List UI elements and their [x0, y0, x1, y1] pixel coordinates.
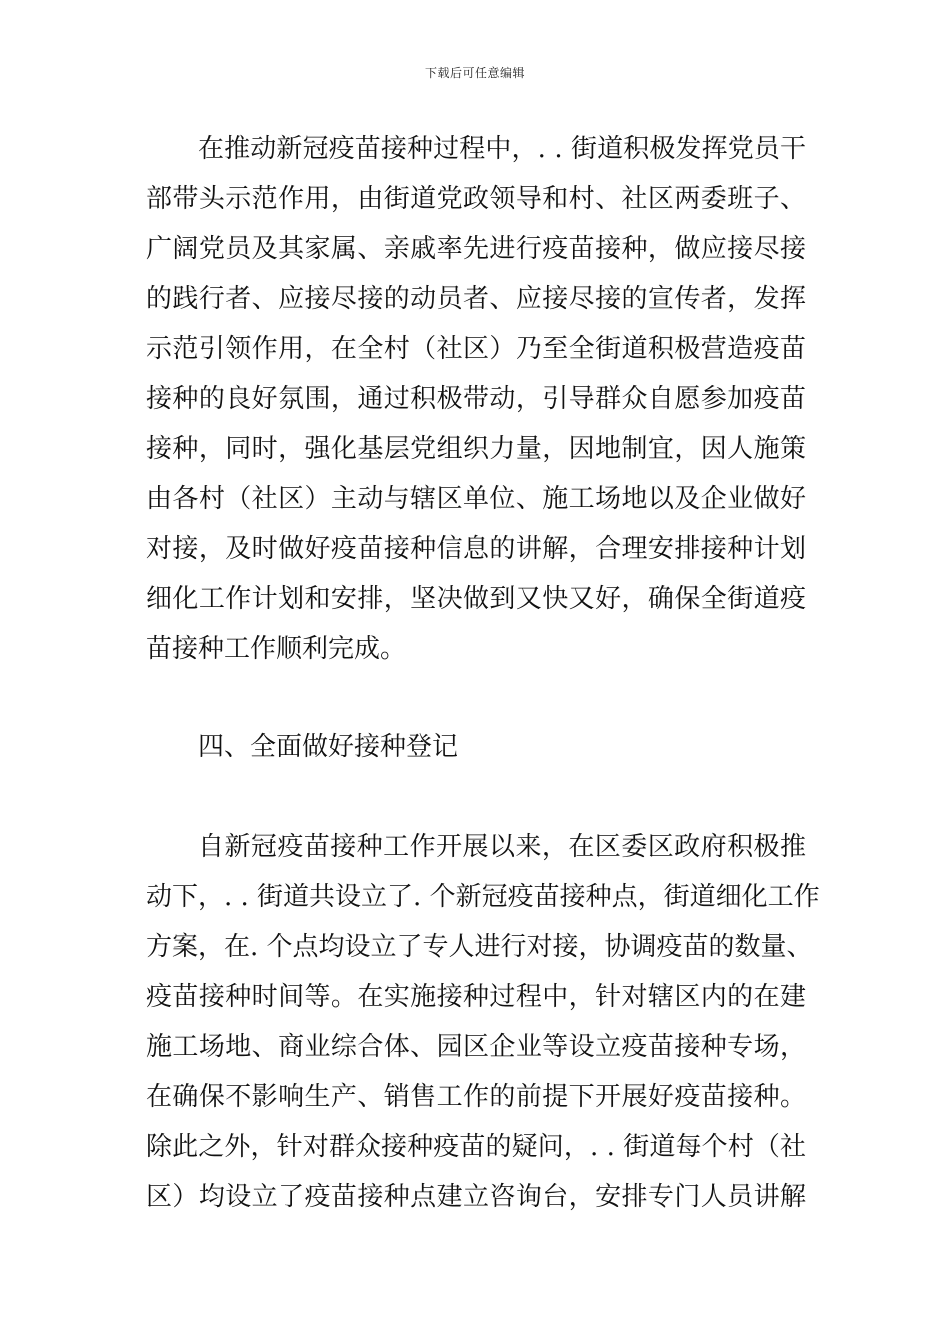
- paragraph-2-line-3: 方案，在. 个点均设立了专人进行对接，协调疫苗的数量、: [146, 932, 813, 962]
- paragraph-1-line-2: 部带头示范作用，由街道党政领导和村、社区两委班子、: [146, 184, 806, 214]
- paragraph-1-line-6: 接种的良好氛围，通过积极带动，引导群众自愿参加疫苗: [146, 384, 806, 414]
- paragraph-1-line-10: 细化工作计划和安排，坚决做到又快又好，确保全街道疫: [146, 584, 806, 614]
- paragraph-2-line-4: 疫苗接种时间等。在实施接种过程中，针对辖区内的在建: [146, 982, 806, 1012]
- paragraph-2-line-8: 区）均设立了疫苗接种点建立咨询台，安排专门人员讲解: [146, 1182, 806, 1212]
- paragraph-1-line-8: 由各村（社区）主动与辖区单位、施工场地以及企业做好: [146, 484, 806, 514]
- paragraph-1-line-1: 在推动新冠疫苗接种过程中，. . 街道积极发挥党员干: [198, 134, 806, 164]
- paragraph-1-line-3: 广阔党员及其家属、亲戚率先进行疫苗接种，做应接尽接: [146, 234, 806, 264]
- paragraph-2-line-6: 在确保不影响生产、销售工作的前提下开展好疫苗接种。: [146, 1082, 806, 1112]
- paragraph-2-line-1: 自新冠疫苗接种工作开展以来，在区委区政府积极推: [198, 832, 806, 862]
- section-heading: 四、全面做好接种登记: [198, 732, 459, 762]
- paragraph-1-line-5: 示范引领作用，在全村（社区）乃至全街道积极营造疫苗: [146, 334, 806, 364]
- paragraph-1-line-9: 对接，及时做好疫苗接种信息的讲解，合理安排接种计划: [146, 534, 806, 564]
- paragraph-1-line-4: 的践行者、应接尽接的动员者、应接尽接的宣传者，发挥: [146, 284, 806, 314]
- paragraph-2-line-5: 施工场地、商业综合体、园区企业等设立疫苗接种专场，: [146, 1032, 806, 1062]
- page-header: 下载后可任意编辑: [424, 66, 525, 80]
- paragraph-1-line-7: 接种，同时，强化基层党组织力量，因地制宜，因人施策: [146, 434, 806, 464]
- paragraph-1-line-11: 苗接种工作顺利完成。: [146, 634, 407, 664]
- paragraph-2-line-2: 动下，. . 街道共设立了. 个新冠疫苗接种点，街道细化工作: [146, 882, 820, 912]
- paragraph-2-line-7: 除此之外，针对群众接种疫苗的疑问，. . 街道每个村（社: [146, 1132, 806, 1162]
